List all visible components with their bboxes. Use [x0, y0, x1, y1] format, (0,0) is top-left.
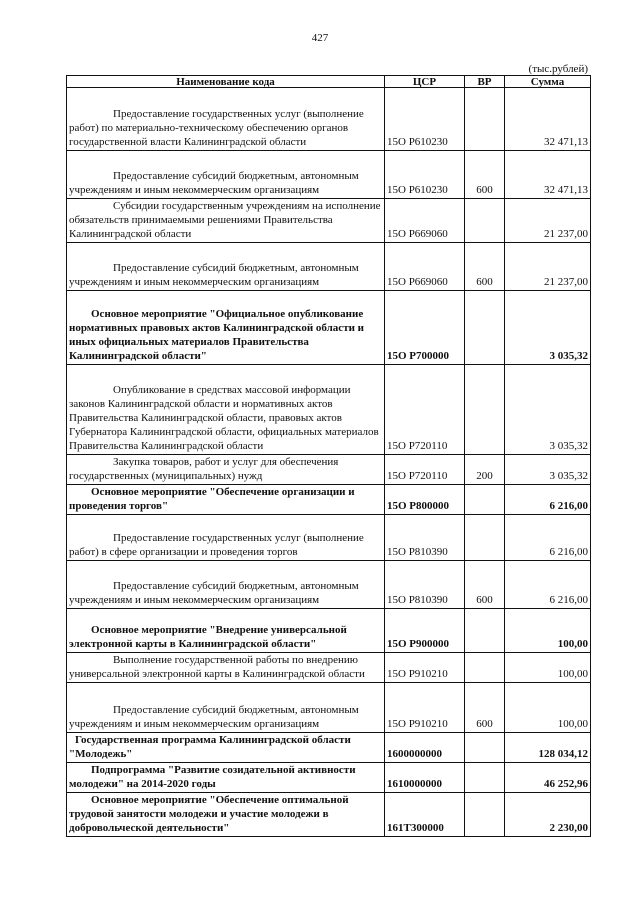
row-vr: 600	[465, 683, 505, 733]
table-row	[67, 793, 591, 837]
table-row	[67, 653, 591, 683]
row-sum: 3 035,32	[505, 365, 591, 455]
row-name: Предоставление государственных услуг (выполнение работ) в сфере организации и проведения торгов	[69, 532, 364, 558]
row-sum: 21 237,00	[505, 199, 591, 243]
row-csr: 15О Р720110	[385, 455, 465, 485]
row-csr: 15О Р800000	[385, 485, 465, 515]
row-name: Предоставление субсидий бюджетным, автономным учреждениям и иным некоммерческим организациям	[69, 580, 359, 606]
row-sum: 32 471,13	[505, 107, 591, 151]
row-sum: 6 216,00	[505, 485, 591, 515]
table-row	[67, 561, 591, 609]
row-name: Предоставление государственных услуг (выполнение работ) по материально-техническому обеспечению органов государственной власти Калининградской области	[69, 108, 364, 148]
table-row	[67, 365, 591, 455]
table-row	[67, 199, 591, 243]
row-sum: 2 230,00	[505, 793, 591, 837]
row-name: Предоставление субсидий бюджетным, автономным учреждениям и иным некоммерческим организациям	[69, 170, 359, 196]
row-sum: 100,00	[505, 653, 591, 683]
row-name: Подпрограмма "Развитие созидательной активности молодежи" на 2014-2020 годы	[69, 764, 356, 790]
header-sum: Сумма	[505, 76, 591, 88]
row-sum: 46 252,96	[505, 763, 591, 793]
row-name: Опубликование в средствах массовой информации законов Калининградской области и нормативных актов Правительства Калининградской области, правовых актов Губернатора Калининградской области, официальных материалов Правительства Калининградской области	[69, 384, 379, 452]
row-sum: 6 216,00	[505, 561, 591, 609]
page-number: 427	[311, 32, 329, 44]
row-vr	[465, 199, 505, 243]
row-name: Основное мероприятие "Официальное опубликование нормативных правовых актов Калининградской области и иных официальных материалов Правительства Калининградской области"	[69, 308, 365, 362]
table-row	[67, 107, 591, 151]
row-vr	[465, 733, 505, 763]
table-row	[67, 683, 591, 733]
row-vr	[465, 515, 505, 561]
table-row	[67, 243, 591, 291]
table-row	[67, 733, 591, 763]
row-sum: 21 237,00	[505, 243, 591, 291]
row-csr: 15О Р610230	[385, 151, 465, 199]
row-csr: 15О Р810390	[385, 515, 465, 561]
row-vr	[465, 485, 505, 515]
row-csr: 15О Р910210	[385, 653, 465, 683]
row-name: Закупка товаров, работ и услуг для обеспечения государственных (муниципальных) нужд	[69, 456, 339, 482]
units-label: (тыс.рублей)	[528, 63, 588, 75]
row-csr: 161Т300000	[385, 793, 465, 837]
row-csr: 15О Р610230	[385, 107, 465, 151]
row-name: Основное мероприятие "Обеспечение оптимальной трудовой занятости молодежи и участие молодежи в добровольческой деятельности"	[69, 794, 349, 834]
row-csr: 15О Р810390	[385, 561, 465, 609]
row-csr: 15О Р669060	[385, 199, 465, 243]
row-vr: 600	[465, 243, 505, 291]
row-vr	[465, 609, 505, 653]
row-name: Предоставление субсидий бюджетным, автономным учреждениям и иным некоммерческим организациям	[69, 704, 359, 730]
row-name: Субсидии государственным учреждениям на исполнение обязательств принимаемыми решениями Правительства Калининградской области	[69, 200, 381, 240]
row-csr: 1600000000	[385, 733, 465, 763]
table-row	[67, 151, 591, 199]
row-vr: 600	[465, 151, 505, 199]
row-name: Выполнение государственной работы по внедрению универсальной электронной карты в Калининградской области	[69, 654, 365, 680]
row-csr: 15О Р900000	[385, 609, 465, 653]
row-csr: 15О Р700000	[385, 291, 465, 365]
row-vr	[465, 107, 505, 151]
row-name: Основное мероприятие "Обеспечение организации и проведения торгов"	[69, 486, 355, 512]
row-sum: 100,00	[505, 609, 591, 653]
row-sum: 100,00	[505, 683, 591, 733]
table-row	[67, 515, 591, 561]
header-csr: ЦСР	[385, 76, 465, 88]
row-vr	[465, 365, 505, 455]
table-row	[67, 763, 591, 793]
row-vr	[465, 763, 505, 793]
table-row	[67, 455, 591, 485]
row-csr: 15О Р910210	[385, 683, 465, 733]
table-row	[67, 291, 591, 365]
row-name: Государственная программа Калининградской области "Молодежь"	[69, 734, 351, 760]
row-sum: 6 216,00	[505, 515, 591, 561]
row-csr: 15О Р720110	[385, 365, 465, 455]
header-vr: ВР	[465, 76, 505, 88]
table-row	[67, 609, 591, 653]
row-sum: 32 471,13	[505, 151, 591, 199]
row-sum: 3 035,32	[505, 455, 591, 485]
row-vr	[465, 793, 505, 837]
header-name: Наименование кода	[67, 76, 385, 88]
table-row	[67, 485, 591, 515]
row-sum: 3 035,32	[505, 291, 591, 365]
row-sum: 128 034,12	[505, 733, 591, 763]
row-csr: 15О Р669060	[385, 243, 465, 291]
row-vr	[465, 291, 505, 365]
row-name: Основное мероприятие "Внедрение универсальной электронной карты в Калининградской области"	[69, 624, 347, 650]
row-vr: 600	[465, 561, 505, 609]
budget-table	[66, 75, 591, 837]
row-vr	[465, 653, 505, 683]
table-spacer-row	[67, 88, 591, 108]
table-header-row	[67, 76, 591, 88]
row-vr: 200	[465, 455, 505, 485]
row-csr: 1610000000	[385, 763, 465, 793]
row-name: Предоставление субсидий бюджетным, автономным учреждениям и иным некоммерческим организациям	[69, 262, 359, 288]
